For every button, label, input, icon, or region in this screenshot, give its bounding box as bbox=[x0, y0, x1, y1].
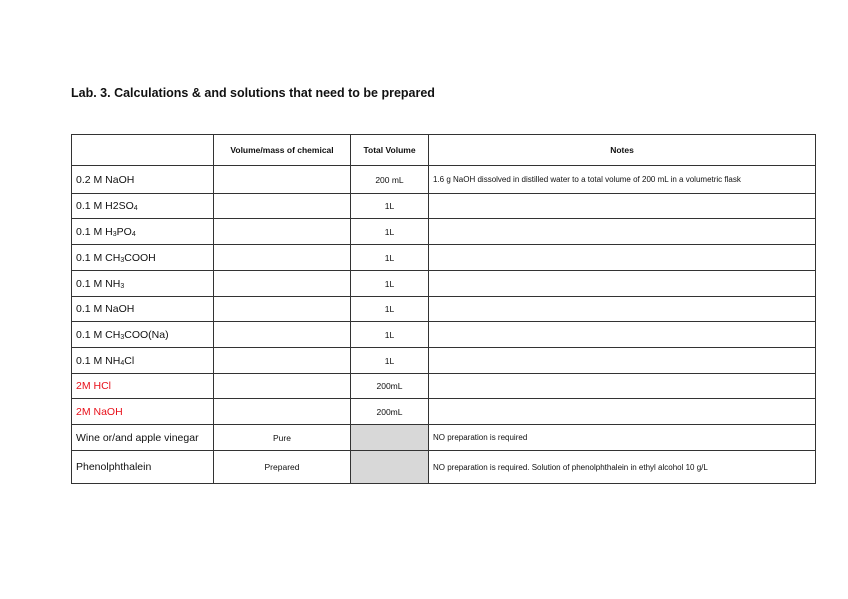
formula-text: 0.1 M H2SO bbox=[76, 200, 134, 212]
solution-name: Phenolphthalein bbox=[72, 451, 214, 484]
volume-cell: 1L bbox=[351, 219, 429, 245]
amount-cell bbox=[214, 166, 351, 194]
note-cell: NO preparation is required bbox=[429, 425, 816, 451]
amount-cell bbox=[214, 374, 351, 399]
solutions-table bbox=[71, 134, 816, 484]
solution-name: 0.2 M NaOH bbox=[72, 166, 214, 194]
formula-text: PO bbox=[116, 225, 132, 238]
formula-text: 0.1 M H bbox=[76, 225, 113, 238]
note-cell bbox=[429, 348, 816, 374]
note-cell bbox=[429, 194, 816, 219]
volume-cell: 1L bbox=[351, 322, 429, 348]
solution-name bbox=[72, 271, 214, 297]
header-amount: Volume/mass of chemical bbox=[214, 135, 351, 166]
volume-cell-shaded bbox=[351, 451, 429, 484]
amount-cell bbox=[214, 322, 351, 348]
table-row bbox=[72, 297, 816, 322]
note-cell: NO preparation is required. Solution of phenolphthalein in ethyl alcohol 10 g/L bbox=[429, 451, 816, 484]
amount-cell bbox=[214, 271, 351, 297]
volume-cell: 200mL bbox=[351, 399, 429, 425]
note-cell bbox=[429, 322, 816, 348]
volume-cell: 1L bbox=[351, 194, 429, 219]
solution-name: 0.1 M NaOH bbox=[72, 297, 214, 322]
note-cell bbox=[429, 219, 816, 245]
volume-cell-shaded bbox=[351, 425, 429, 451]
amount-cell: Pure bbox=[214, 425, 351, 451]
formula-subscript: 3 bbox=[112, 230, 117, 238]
table-row bbox=[72, 425, 816, 451]
table-row bbox=[72, 271, 816, 297]
table-row bbox=[72, 245, 816, 271]
note-cell bbox=[429, 271, 816, 297]
solution-name bbox=[72, 245, 214, 271]
page-title: Lab. 3. Calculations & and solutions that need to be prepared bbox=[71, 86, 435, 100]
table-row bbox=[72, 348, 816, 374]
solution-name: 2M HCl bbox=[72, 374, 214, 399]
formula-text: COOH bbox=[124, 251, 156, 264]
solution-name: Wine or/and apple vinegar bbox=[72, 425, 214, 451]
amount-cell bbox=[214, 348, 351, 374]
header-notes: Notes bbox=[429, 135, 816, 166]
solution-name bbox=[72, 348, 214, 374]
header-volume: Total Volume bbox=[351, 135, 429, 166]
formula-subscript: 3 bbox=[120, 282, 125, 290]
solution-name: 2M NaOH bbox=[72, 399, 214, 425]
note-cell: 1.6 g NaOH dissolved in distilled water to a total volume of 200 mL in a volumetric flask bbox=[429, 166, 816, 194]
formula-text: 0.1 M NH bbox=[76, 354, 121, 367]
note-cell bbox=[429, 245, 816, 271]
header-solution bbox=[72, 135, 214, 166]
solution-name bbox=[72, 322, 214, 348]
amount-cell bbox=[214, 297, 351, 322]
table-row bbox=[72, 219, 816, 245]
formula-subscript: 3 bbox=[120, 256, 125, 264]
formula-text: 0.1 M NH bbox=[76, 277, 121, 290]
note-cell bbox=[429, 297, 816, 322]
amount-cell bbox=[214, 219, 351, 245]
solution-name bbox=[72, 194, 214, 219]
volume-cell: 200mL bbox=[351, 374, 429, 399]
formula-subscript: 4 bbox=[131, 230, 136, 238]
note-cell bbox=[429, 399, 816, 425]
amount-cell bbox=[214, 245, 351, 271]
formula-text: 0.1 M CH bbox=[76, 328, 121, 341]
table-row bbox=[72, 194, 816, 219]
volume-cell: 1L bbox=[351, 297, 429, 322]
table-row bbox=[72, 322, 816, 348]
volume-cell: 1L bbox=[351, 245, 429, 271]
table-row bbox=[72, 399, 816, 425]
table-row bbox=[72, 374, 816, 399]
formula-text: 0.1 M CH bbox=[76, 251, 121, 264]
table-row bbox=[72, 166, 816, 194]
formula-text: Cl bbox=[124, 354, 135, 367]
formula-subscript: 4 bbox=[133, 205, 138, 212]
table-row bbox=[72, 451, 816, 484]
amount-cell: Prepared bbox=[214, 451, 351, 484]
formula-text: COO(Na) bbox=[124, 328, 169, 341]
note-cell bbox=[429, 374, 816, 399]
volume-cell: 1L bbox=[351, 348, 429, 374]
solution-name bbox=[72, 219, 214, 245]
volume-cell: 1L bbox=[351, 271, 429, 297]
volume-cell: 200 mL bbox=[351, 166, 429, 194]
amount-cell bbox=[214, 399, 351, 425]
amount-cell bbox=[214, 194, 351, 219]
formula-subscript: 3 bbox=[120, 333, 125, 341]
formula-subscript: 4 bbox=[120, 359, 125, 367]
header-row bbox=[72, 135, 816, 166]
